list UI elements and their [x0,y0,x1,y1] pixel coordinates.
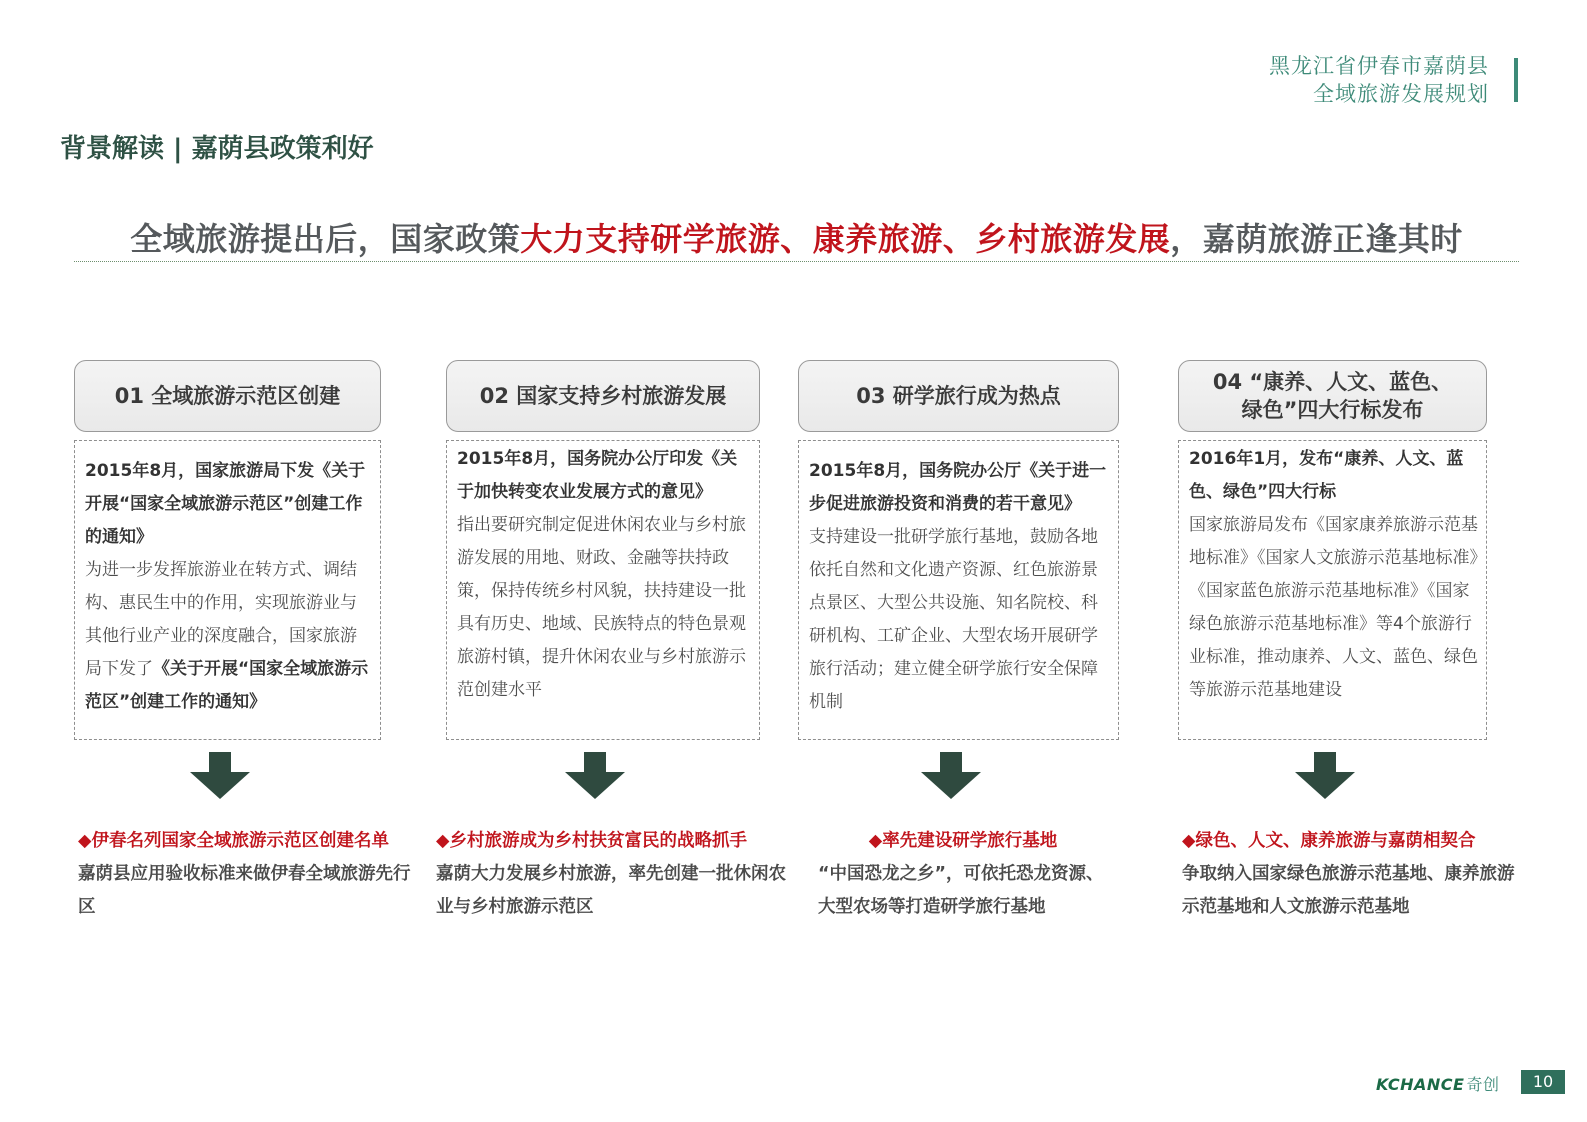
brand-line-1: 黑龙江省伊春市嘉荫县 [1269,54,1489,78]
headline-prefix: 全域旅游提出后，国家政策 [130,220,521,258]
tab-label-line-1: 03 研学旅行成为热点 [856,384,1061,408]
logo-text-cn: 奇创 [1466,1075,1500,1094]
down-arrow-icon [921,752,981,800]
down-arrow-icon [1295,752,1355,800]
headline-suffix: ，嘉荫旅游正逢其时 [1170,220,1463,258]
headline [74,214,1519,260]
brand-accent-bar [1514,58,1518,102]
brand-line-2: 全域旅游发展规划 [1313,82,1489,106]
policy-document-title: 2016年1月，发布“康养、人文、蓝色、绿色”四大行标 [1189,449,1464,502]
policy-tab [1178,360,1487,432]
outcome-description: “中国恐龙之乡”，可依托恐龙资源、大型农场等打造研学旅行基地 [818,864,1104,917]
policy-outcome [436,825,796,924]
logo-text-en: KCHANCE [1376,1075,1465,1094]
policy-detail-box [74,440,381,740]
policy-outcome [78,825,423,924]
headline-divider [74,261,1519,262]
policy-document-title: 2015年8月，国务院办公厅《关于进一步促进旅游投资和消费的若干意见》 [809,461,1107,514]
policy-description: 国家旅游局发布《国家康养旅游示范基地标准》《国家人文旅游示范基地标准》《国家蓝色旅游示范基地标准》《国家绿色旅游示范基地标准》等4个旅游行业标准，推动康养、人文、蓝色、绿色等旅游示范基地建设 [1189,515,1478,700]
tab-label-line-1: 02 国家支持乡村旅游发展 [479,384,727,408]
policy-document-title: 2015年8月，国务院办公厅印发《关于加快转变农业发展方式的意见》 [457,449,738,502]
policy-description: 为进一步发挥旅游业在转方式、调结构、惠民生中的作用，实现旅游业与其他行业产业的深度融合，国家旅游局下发了 [85,560,357,679]
policy-detail-box [1178,440,1487,740]
policy-outcome [1182,825,1527,924]
policy-column-1 [74,360,419,920]
kchance-logo [1376,1072,1499,1095]
policy-tab [74,360,381,432]
policy-description: 指出要研究制定促进休闲农业与乡村旅游发展的用地、财政、金融等扶持政策，保持传统乡村风貌，扶持建设一批具有历史、地域、民族特点的特色景观旅游村镇，提升休闲农业与乡村旅游示范创建水平 [457,515,746,700]
policy-description: 支持建设一批研学旅行基地，鼓励各地依托自然和文化遗产资源、红色旅游景点景区、大型公共设施、知名院校、科研机构、工矿企业、大型农场开展研学旅行活动；建立健全研学旅行安全保障机制 [809,527,1098,712]
brand-title [1269,52,1489,108]
policy-detail-box [798,440,1119,740]
section-title: 背景解读 | 嘉荫县政策利好 [60,134,374,164]
outcome-description: 嘉荫县应用验收标准来做伊春全域旅游先行区 [78,864,411,917]
page-number: 10 [1521,1070,1565,1094]
policy-tab [798,360,1119,432]
outcome-description: 嘉荫大力发展乡村旅游，率先创建一批休闲农业与乡村旅游示范区 [436,864,786,917]
headline-highlight: 大力支持研学旅游、康养旅游、乡村旅游发展 [520,220,1171,258]
outcome-title: ◆伊春名列国家全域旅游示范区创建名单 [78,831,389,851]
outcome-title: ◆率先建设研学旅行基地 [868,831,1058,851]
tab-label-line-1: 04 “康养、人文、蓝色、 [1212,370,1453,394]
tab-label-line-1: 01 全域旅游示范区创建 [114,384,341,408]
policy-tab [446,360,760,432]
policy-outcome [818,825,1108,924]
policy-column-2 [434,360,804,920]
tab-label-line-2: 绿色”四大行标发布 [1241,398,1424,422]
policy-document-title-2: 《关于开展“国家全域旅游示范区”创建工作的通知》 [85,659,369,712]
down-arrow-icon [565,752,625,800]
policy-document-title: 2015年8月，国家旅游局下发《关于开展“国家全域旅游示范区”创建工作的通知》 [85,461,366,547]
outcome-title: ◆乡村旅游成为乡村扶贫富民的战略抓手 [436,831,747,851]
outcome-title: ◆绿色、人文、康养旅游与嘉荫相契合 [1182,831,1476,851]
policy-detail-box [446,440,760,740]
outcome-description: 争取纳入国家绿色旅游示范基地、康养旅游示范基地和人文旅游示范基地 [1182,864,1515,917]
down-arrow-icon [190,752,250,800]
policy-column-3 [798,360,1128,920]
policy-column-4 [1172,360,1532,920]
